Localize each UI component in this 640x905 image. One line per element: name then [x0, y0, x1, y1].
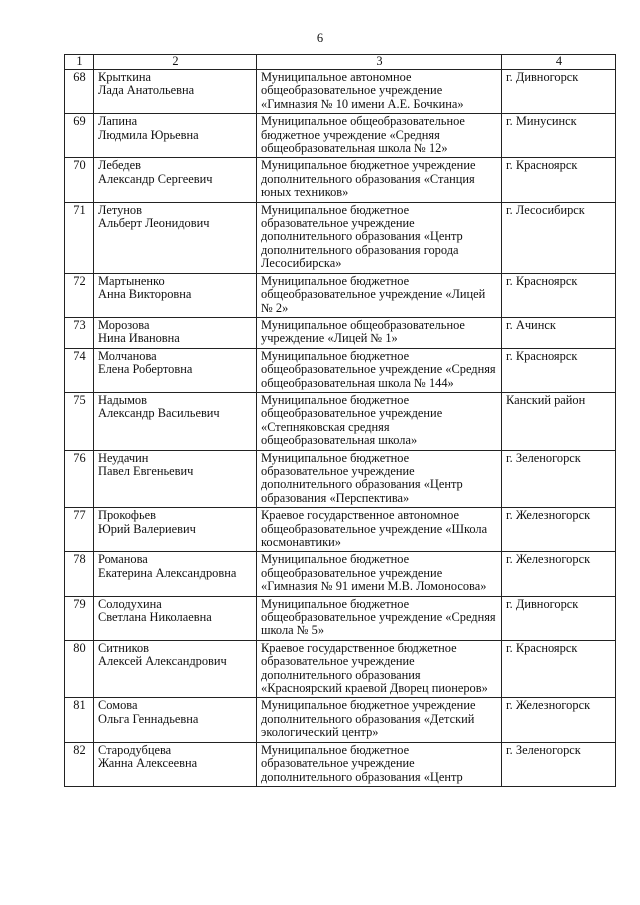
row-number-cell: 72 — [65, 273, 94, 317]
organization-cell: Муниципальное бюджетное общеобразовательное учреждение «Средняя общеобразовательная школа № 144» — [257, 348, 502, 392]
person-name-cell: Летунов Альберт Леонидович — [94, 202, 257, 273]
table-row — [65, 508, 616, 552]
organization-cell: Муниципальное общеобразовательное бюджетное учреждение «Средняя общеобразовательная школа № 12» — [257, 114, 502, 158]
person-name-cell: Молчанова Елена Робертовна — [94, 348, 257, 392]
organization-cell: Муниципальное бюджетное образовательное учреждение дополнительного образования «Центр — [257, 742, 502, 786]
person-name-cell: Стародубцева Жанна Алексеевна — [94, 742, 257, 786]
table-row — [65, 698, 616, 742]
organization-cell: Муниципальное автономное общеобразовательное учреждение «Гимназия № 10 имени А.Е. Бочкина» — [257, 70, 502, 114]
table-row — [65, 450, 616, 508]
participants-table — [64, 54, 616, 787]
column-header-2: 2 — [94, 55, 257, 70]
location-cell: г. Дивногорск — [502, 596, 616, 640]
column-header-3: 3 — [257, 55, 502, 70]
person-name-cell: Крыткина Лада Анатольевна — [94, 70, 257, 114]
location-cell: г. Зеленогорск — [502, 742, 616, 786]
location-cell: г. Зеленогорск — [502, 450, 616, 508]
table-row — [65, 596, 616, 640]
table-row — [65, 158, 616, 202]
location-cell: Канский район — [502, 392, 616, 450]
row-number-cell: 78 — [65, 552, 94, 596]
row-number-cell: 80 — [65, 640, 94, 698]
row-number-cell: 82 — [65, 742, 94, 786]
table-row — [65, 317, 616, 348]
location-cell: г. Красноярск — [502, 348, 616, 392]
location-cell: г. Ачинск — [502, 317, 616, 348]
page-number: 6 — [316, 31, 324, 45]
organization-cell: Муниципальное бюджетное общеобразовательное учреждение «Лицей № 2» — [257, 273, 502, 317]
location-cell: г. Железногорск — [502, 552, 616, 596]
table-row — [65, 552, 616, 596]
person-name-cell: Ситников Алексей Александрович — [94, 640, 257, 698]
column-header-1: 1 — [65, 55, 94, 70]
table-row — [65, 392, 616, 450]
location-cell: г. Красноярск — [502, 640, 616, 698]
person-name-cell: Надымов Александр Васильевич — [94, 392, 257, 450]
table-row — [65, 202, 616, 273]
row-number-cell: 68 — [65, 70, 94, 114]
table-body — [65, 70, 616, 787]
organization-cell: Муниципальное бюджетное общеобразовательное учреждение «Средняя школа № 5» — [257, 596, 502, 640]
location-cell: г. Минусинск — [502, 114, 616, 158]
location-cell: г. Лесосибирск — [502, 202, 616, 273]
row-number-cell: 75 — [65, 392, 94, 450]
row-number-cell: 77 — [65, 508, 94, 552]
row-number-cell: 81 — [65, 698, 94, 742]
organization-cell: Муниципальное бюджетное учреждение дополнительного образования «Детский экологический центр» — [257, 698, 502, 742]
row-number-cell: 79 — [65, 596, 94, 640]
table-header-row — [65, 55, 616, 70]
row-number-cell: 76 — [65, 450, 94, 508]
location-cell: г. Дивногорск — [502, 70, 616, 114]
row-number-cell: 74 — [65, 348, 94, 392]
location-cell: г. Железногорск — [502, 508, 616, 552]
location-cell: г. Красноярск — [502, 273, 616, 317]
person-name-cell: Лапина Людмила Юрьевна — [94, 114, 257, 158]
person-name-cell: Прокофьев Юрий Валериевич — [94, 508, 257, 552]
organization-cell: Муниципальное бюджетное образовательное учреждение дополнительного образования «Центр дополнительного образования города Лесосибирска» — [257, 202, 502, 273]
table-row — [65, 70, 616, 114]
table-row — [65, 273, 616, 317]
table-row — [65, 640, 616, 698]
table-row — [65, 114, 616, 158]
column-header-4: 4 — [502, 55, 616, 70]
row-number-cell: 71 — [65, 202, 94, 273]
row-number-cell: 69 — [65, 114, 94, 158]
organization-cell: Муниципальное бюджетное общеобразовательное учреждение «Гимназия № 91 имени М.В. Ломоносова» — [257, 552, 502, 596]
table-row — [65, 742, 616, 786]
organization-cell: Муниципальное бюджетное общеобразовательное учреждение «Степняковская средняя общеобразовательная школа» — [257, 392, 502, 450]
person-name-cell: Сомова Ольга Геннадьевна — [94, 698, 257, 742]
organization-cell: Муниципальное общеобразовательное учреждение «Лицей № 1» — [257, 317, 502, 348]
organization-cell: Муниципальное бюджетное образовательное учреждение дополнительного образования «Центр образования «Перспектива» — [257, 450, 502, 508]
table-row — [65, 348, 616, 392]
person-name-cell: Романова Екатерина Александровна — [94, 552, 257, 596]
person-name-cell: Неудачин Павел Евгеньевич — [94, 450, 257, 508]
person-name-cell: Мартыненко Анна Викторовна — [94, 273, 257, 317]
organization-cell: Краевое государственное бюджетное образовательное учреждение дополнительного образования «Красноярский краевой Дворец пионеров» — [257, 640, 502, 698]
row-number-cell: 73 — [65, 317, 94, 348]
organization-cell: Муниципальное бюджетное учреждение дополнительного образования «Станция юных техников» — [257, 158, 502, 202]
organization-cell: Краевое государственное автономное общеобразовательное учреждение «Школа космонавтики» — [257, 508, 502, 552]
location-cell: г. Железногорск — [502, 698, 616, 742]
person-name-cell: Солодухина Светлана Николаевна — [94, 596, 257, 640]
location-cell: г. Красноярск — [502, 158, 616, 202]
row-number-cell: 70 — [65, 158, 94, 202]
person-name-cell: Морозова Нина Ивановна — [94, 317, 257, 348]
person-name-cell: Лебедев Александр Сергеевич — [94, 158, 257, 202]
